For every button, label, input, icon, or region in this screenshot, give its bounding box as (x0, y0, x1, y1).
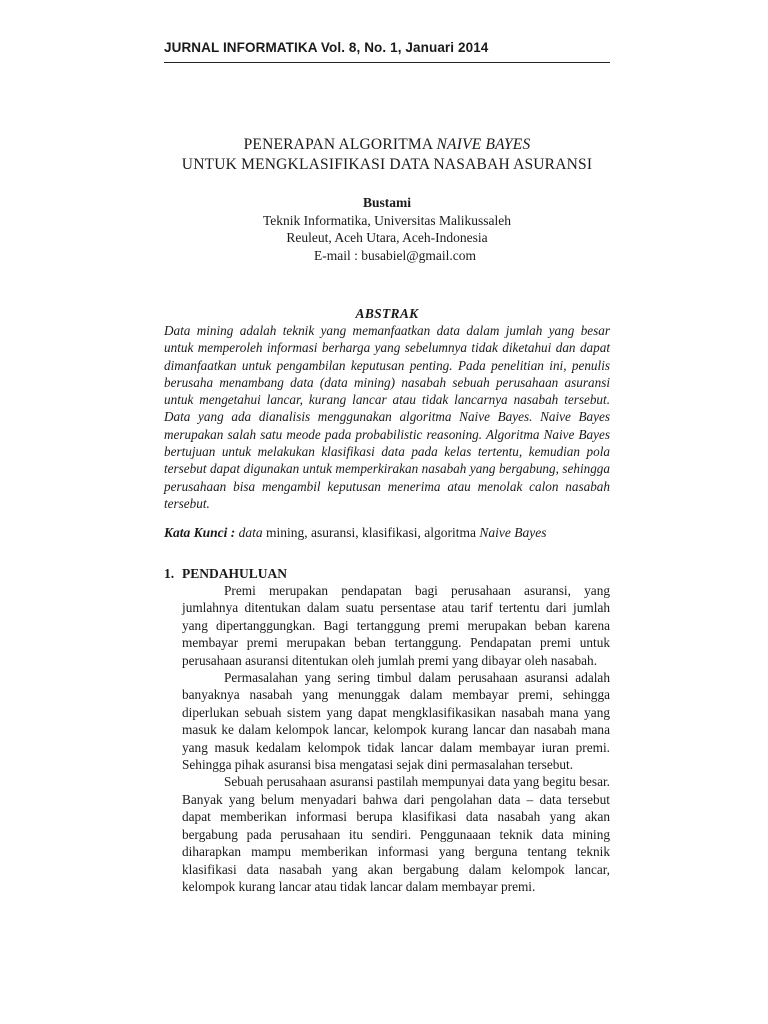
keywords-italic-start: data (238, 525, 263, 540)
section-heading (164, 566, 610, 582)
abstract-text: Data mining adalah teknik yang memanfaatkan data dalam jumlah yang besar untuk memperoleh informasi berharga yang sebelumnya tidak diketahui dan dapat dimanfaatkan untuk pengambilan keputusan penting. Pada penelitian ini, penulis berusaha menambang data (data mining) nasabah sebuah perusahaan asuransi untuk mengetahui lancar, kurang lancar atau tidak lancarnya nasabah tersebut. Data yang ada dianalisis menggunakan algoritma Naive Bayes. Naive Bayes merupakan salah satu meode pada probabilistic reasoning. Algoritma Naive Bayes bertujuan untuk melakukan klasifikasi data pada kelas tertentu, kemudian pola tersebut dapat digunakan untuk memperkirakan nasabah yang bergabung, sehingga perusahaan bisa mengambil keputusan menerima atau menolak calon nasabah tersebut. (164, 323, 610, 511)
author-block (164, 194, 610, 264)
section-body (182, 582, 610, 895)
keywords (164, 524, 610, 542)
keywords-middle: mining, asuransi, klasifikasi, algoritma (262, 525, 480, 540)
abstract-heading: ABSTRAK (355, 306, 419, 321)
keywords-label: Kata Kunci : (164, 525, 236, 540)
author-affiliation: Teknik Informatika, Universitas Malikussaleh (263, 212, 511, 228)
section-title: PENDAHULUAN (182, 566, 288, 581)
title-line-1-italic: NAIVE BAYES (436, 136, 531, 153)
journal-header: JURNAL INFORMATIKA Vol. 8, No. 1, Januari 2014 (164, 40, 610, 63)
title-line-1 (164, 135, 610, 155)
author-email: E-mail : busabiel@gmail.com (313, 247, 477, 263)
title-line-2: UNTUK MENGKLASIFIKASI DATA NASABAH ASURANSI (181, 156, 593, 173)
keywords-italic-end: Naive Bayes (479, 525, 547, 540)
paper-title (164, 135, 610, 175)
author-address: Reuleut, Aceh Utara, Aceh-Indonesia (286, 230, 488, 245)
section-number: 1. (164, 566, 175, 581)
body-paragraph-3: Sebuah perusahaan asuransi pastilah mempunyai data yang begitu besar. Banyak yang belum menyadari bahwa dari pengolahan data – data tersebut dapat memberikan informasi berupa klasifikasi data nasabah yang akan bergabung pada perusahaan itu sendiri. Penggunaaan teknik data mining diharapkan mampu memberikan informasi yang berguna tentang teknik klasifikasi data nasabah yang akan bergabung dalam kelompok lancar, kelompok kurang lancar atau tidak lancar dalam membayar premi. (182, 774, 610, 894)
author-name: Bustami (362, 195, 411, 210)
body-paragraph-1: Premi merupakan pendapatan bagi perusahaan asuransi, yang jumlahnya ditentukan dalam suatu persentase atau tarif tertentu dari jumlah yang dipertanggungkan. Bagi tertanggung premi merupakan beban karena membayar premi merupakan beban tertanggung. Pendapatan premi untuk perusahaan asuransi ditentukan oleh jumlah premi yang dibayar oleh nasabah. (182, 583, 610, 668)
body-paragraph-2: Permasalahan yang sering timbul dalam perusahaan asuransi adalah banyaknya nasabah yang menunggak dalam membayar premi, sehingga diperlukan sebuah sistem yang dapat mengklasifikasikan nasabah mana yang masuk ke dalam kelompok lancar, kelompok kurang lancar dan nasabah mana yang masuk kedalam kelompok tidak lancar dalam membayar iuran premi. Sehingga pihak asuransi bisa mengatasi sejak dini permasalahan tersebut. (182, 670, 610, 773)
title-line-1-prefix: PENERAPAN ALGORITMA (243, 136, 437, 153)
